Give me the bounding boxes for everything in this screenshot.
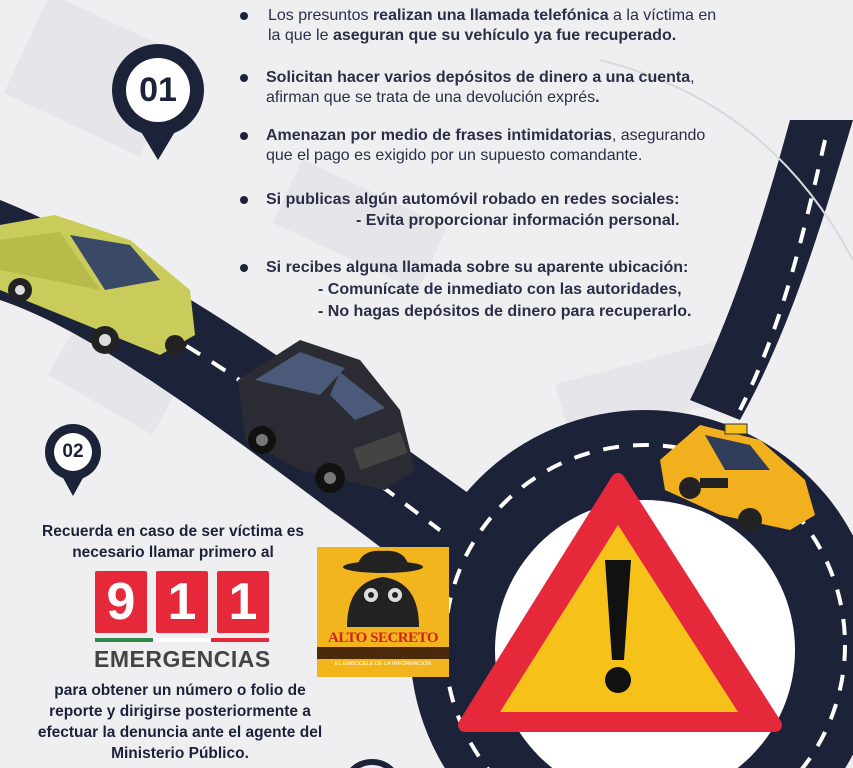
sub-item: - Evita proporcionar información personal. — [356, 212, 680, 229]
instructions-line: reporte y dirigirse posteriormente a — [49, 703, 311, 720]
instructions-text — [10, 680, 350, 764]
reminder-text — [18, 521, 328, 563]
sub-item: - No hagas depósitos de dinero para recuperarlo. — [318, 303, 692, 320]
stamp-subtitle: EL EMBOCELE DE LA INFORMACIÓN — [334, 661, 432, 667]
instructions-line: para obtener un número o folio de — [54, 682, 306, 699]
pickup-truck-image — [0, 215, 195, 355]
bullet-dot-icon — [240, 264, 248, 272]
bullet-text: afirman que se trata de una devolución exprés — [266, 89, 596, 106]
alto-secreto-logo — [317, 547, 449, 677]
bullet-text: , — [690, 69, 695, 86]
bullet-bold-text: Amenazan por medio de frases intimidatorias — [266, 127, 612, 144]
bullet-dot-icon — [240, 12, 248, 20]
digit-box: 1 — [156, 571, 208, 633]
bullet-bold-text: Si publicas algún automóvil robado en redes sociales: — [266, 191, 680, 208]
sub-item: - Comunícate de inmediato con las autoridades, — [318, 281, 682, 298]
bullet-text: a la víctima en — [608, 7, 717, 24]
digit-box: 1 — [217, 571, 269, 633]
step-02-number: 02 — [62, 441, 84, 462]
instructions-line: efectuar la denuncia ante el agente del — [37, 724, 323, 741]
bullet-bold-text: Solicitan hacer varios depósitos de dinero a una cuenta — [266, 69, 691, 86]
reminder-line: Recuerda en caso de ser víctima es — [42, 523, 304, 540]
emergencias-label: EMERGENCIAS — [94, 646, 271, 672]
bullet-text: la que le — [268, 27, 333, 44]
step-01-number: 01 — [139, 71, 177, 109]
bullet-bold-text: . — [595, 89, 600, 106]
reminder-line: necesario llamar primero al — [72, 544, 274, 561]
instructions-line: Ministerio Público. — [111, 745, 249, 762]
stamp-title: ALTO SECRETO — [327, 630, 439, 646]
bullet-bold-text: aseguran que su vehículo ya fue recuperado. — [332, 27, 677, 44]
bullet-dot-icon — [240, 74, 248, 82]
black-suv-image — [238, 340, 415, 493]
bullet-text: Los presuntos — [268, 7, 373, 24]
bullet-text: que el pago es exigido por un supuesto comandante. — [266, 147, 643, 164]
spy-figure-icon — [317, 547, 449, 677]
bullet-text: , asegurando — [611, 127, 706, 144]
digit-box: 9 — [95, 571, 147, 633]
bullet-bold-text: realizan una llamada telefónica — [372, 7, 609, 24]
bullet-bold-text: Si recibes alguna llamada sobre su aparente ubicación: — [266, 259, 689, 276]
bullet-dot-icon — [240, 196, 248, 204]
bullet-dot-icon — [240, 132, 248, 140]
